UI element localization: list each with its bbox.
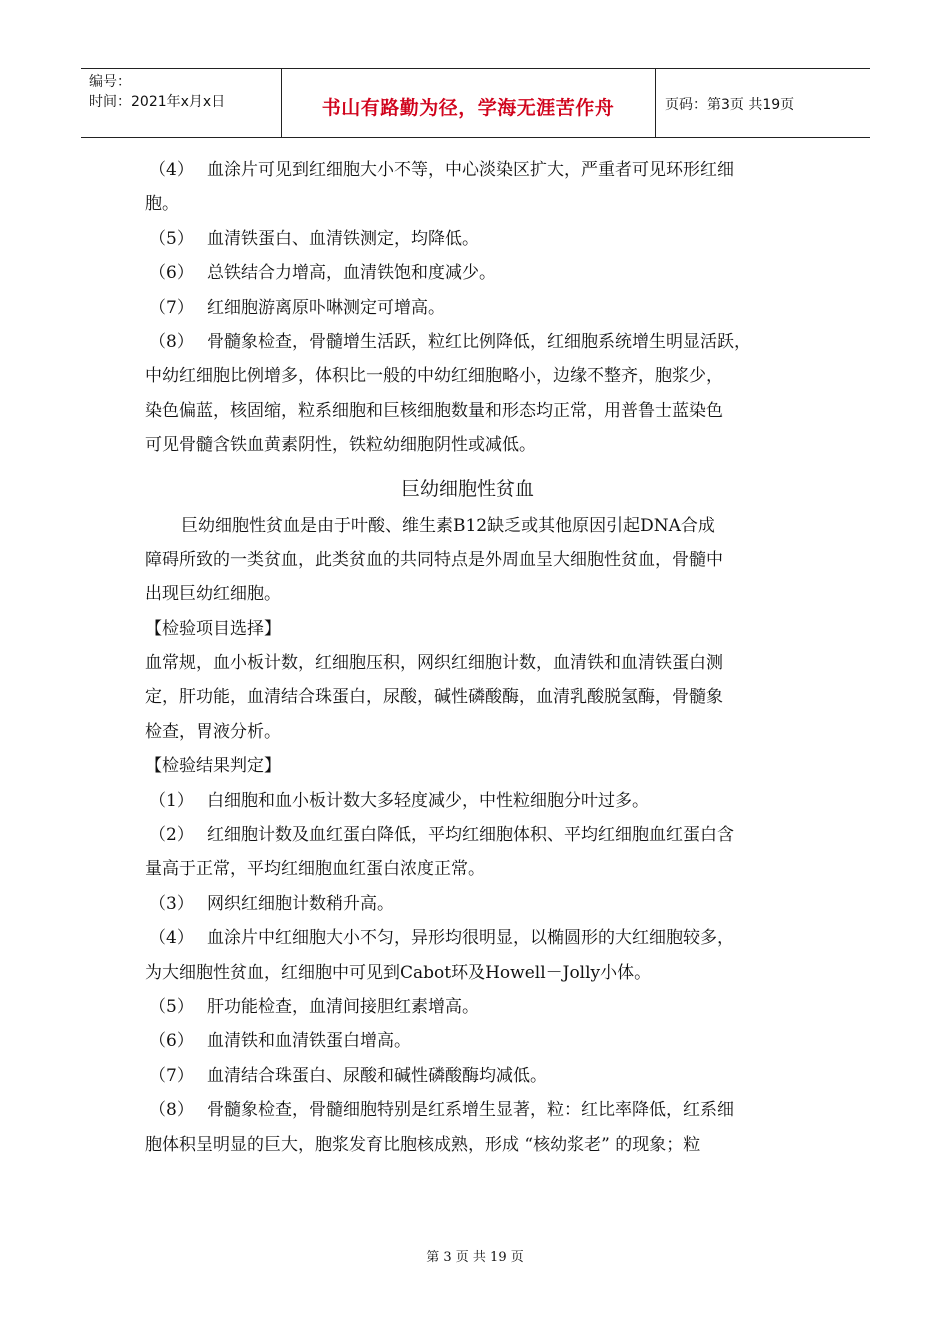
item-number: （3）	[149, 893, 194, 914]
list-item	[145, 921, 810, 955]
list-item	[145, 325, 810, 359]
page-footer: 第 3 页 共 19 页	[426, 1250, 524, 1265]
list-item	[145, 222, 810, 256]
item-continuation: 量高于正常，平均红细胞血红蛋白浓度正常。	[145, 859, 485, 880]
item-text: 血清铁蛋白、血清铁测定，均降低。	[207, 228, 479, 249]
item-number: （5）	[149, 228, 194, 249]
item-number: （6）	[149, 263, 194, 284]
document-body	[145, 153, 810, 1162]
item-continuation: 胞体积呈明显的巨大，胞浆发育比胞核成熟，形成 “核幼浆老” 的现象；粒	[145, 1134, 701, 1155]
selection-paragraph	[145, 646, 810, 749]
iron-results-list	[145, 153, 810, 463]
item-number: （1）	[149, 790, 194, 811]
item-continuation: 胞。	[145, 194, 179, 215]
item-text: 血清铁和血清铁蛋白增高。	[207, 1031, 411, 1052]
item-number: （8）	[149, 331, 194, 352]
item-continuation: 中幼红细胞比例增多，体积比一般的中幼红细胞略小，边缘不整齐，胞浆少，	[145, 366, 723, 387]
list-item	[145, 784, 810, 818]
paragraph-line: 血常规，血小板计数，红细胞压积，网织红细胞计数，血清铁和血清铁蛋白测	[145, 653, 723, 674]
paragraph-line: 检查，胃液分析。	[145, 721, 281, 742]
mega-results-list	[145, 784, 810, 1162]
item-text: 骨髓象检查，骨髓细胞特别是红系增生显著，粒：红比率降低，红系细	[207, 1100, 734, 1121]
page-info: 页码：第3页 共19页	[665, 97, 795, 113]
paragraph-line: 出现巨幼红细胞。	[145, 584, 281, 605]
item-number: （4）	[149, 160, 194, 180]
paragraph-line: 定，肝功能，血清结合珠蛋白，尿酸，碱性磷酸酶，血清乳酸脱氢酶，骨髓象	[145, 687, 723, 708]
list-item	[145, 1093, 810, 1127]
item-text: 白细胞和血小板计数大多轻度减少，中性粒细胞分叶过多。	[207, 790, 649, 811]
result-heading: 【检验结果判定】	[145, 756, 281, 777]
paragraph-line: 障碍所致的一类贫血，此类贫血的共同特点是外周血呈大细胞性贫血，骨髓中	[145, 549, 723, 570]
item-text: 骨髓象检查，骨髓增生活跃，粒红比例降低，红细胞系统增生明显活跃，	[207, 331, 751, 352]
item-number: （7）	[149, 297, 194, 318]
item-text: 血清结合珠蛋白、尿酸和碱性磷酸酶均减低。	[207, 1065, 547, 1086]
list-item	[145, 256, 810, 290]
item-number: （4）	[149, 928, 194, 949]
item-text: 总铁结合力增高，血清铁饱和度减少。	[207, 263, 496, 284]
date-label: 时间：2021年x月x日	[89, 94, 226, 110]
list-item	[145, 887, 810, 921]
item-text: 肝功能检查，血清间接胆红素增高。	[207, 996, 479, 1017]
item-text: 红细胞计数及血红蛋白降低，平均红细胞体积、平均红细胞血红蛋白含	[207, 825, 734, 846]
header-page-cell	[656, 69, 870, 137]
section-title: 巨幼细胞性贫血	[400, 477, 534, 500]
list-item	[145, 990, 810, 1024]
item-text: 血涂片中红细胞大小不匀，异形均很明显，以椭圆形的大红细胞较多，	[207, 928, 734, 949]
item-text: 血涂片可见到红细胞大小不等，中心淡染区扩大，严重者可见环形红细	[207, 160, 734, 180]
item-text: 网织红细胞计数稍升高。	[207, 893, 394, 914]
item-number: （8）	[149, 1100, 194, 1121]
selection-heading: 【检验项目选择】	[145, 618, 281, 639]
item-number: （5）	[149, 996, 194, 1017]
item-text: 红细胞游离原卟啉测定可增高。	[207, 297, 445, 318]
item-number: （7）	[149, 1065, 194, 1086]
serial-label: 编号：	[89, 74, 131, 90]
item-continuation: 为大细胞性贫血，红细胞中可见到Cabot环及Howell－Jolly小体。	[145, 962, 652, 983]
intro-paragraph	[145, 509, 810, 612]
item-continuation: 可见骨髓含铁血黄素阴性，铁粒幼细胞阴性或减低。	[145, 435, 536, 456]
list-item	[145, 153, 810, 187]
header-meta-cell	[81, 69, 282, 137]
item-continuation: 染色偏蓝，核固缩，粒系细胞和巨核细胞数量和形态均正常，用普鲁士蓝染色	[145, 400, 723, 421]
item-number: （2）	[149, 825, 194, 846]
document-header	[81, 68, 870, 138]
item-number: （6）	[149, 1031, 194, 1052]
list-item	[145, 291, 810, 325]
list-item	[145, 818, 810, 852]
list-item	[145, 1024, 810, 1058]
header-motto-cell	[281, 69, 656, 137]
list-item	[145, 1059, 810, 1093]
paragraph-line: 巨幼细胞性贫血是由于叶酸、维生素B12缺乏或其他原因引起DNA合成	[181, 515, 715, 536]
motto: 书山有路勤为径，学海无涯苦作舟	[321, 97, 615, 119]
